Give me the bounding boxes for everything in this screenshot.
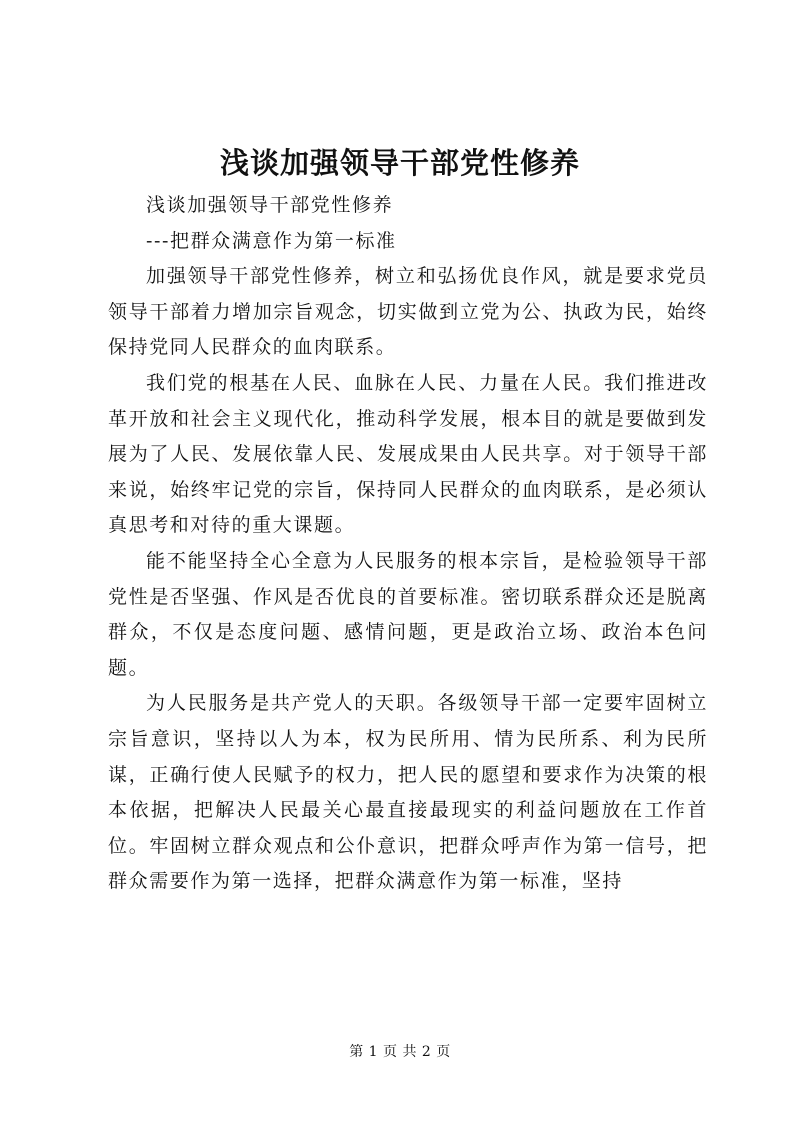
paragraph-4: 为人民服务是共产党人的天职。各级领导干部一定要牢固树立宗旨意识，坚持以人为本，权为民所用、情为民所系、利为民所谋，正确行使人民赋予的权力，把人民的愿望和要求作为决策的根本依据，把解决人民最关心最直接最现实的利益问题放在工作首位。牢固树立群众观点和公仆意识，把群众呼声作为第一信号，把群众需要作为第一选择，把群众满意作为第一标准，坚持 [108,692,708,893]
document-body [108,188,708,900]
page-title: 浅谈加强领导干部党性修养 [219,146,580,180]
tagline: ---把群众满意作为第一标准 [146,229,397,252]
paragraph-1: 加强领导干部党性修养，树立和弘扬优良作风，就是要求党员领导干部着力增加宗旨观念，切实做到立党为公、执政为民，始终保持党同人民群众的血肉联系。 [108,265,708,359]
paragraph-3: 能不能坚持全心全意为人民服务的根本宗旨，是检验领导干部党性是否坚强、作风是否优良的首要标准。密切联系群众还是脱离群众，不仅是态度问题、感情问题，更是政治立场、政治本色问题。 [108,549,708,679]
subtitle: 浅谈加强领导干部党性修养 [146,194,394,216]
page-footer: 第 1 页 共 2 页 [349,1044,451,1060]
paragraph-2: 我们党的根基在人民、血脉在人民、力量在人民。我们推进改革开放和社会主义现代化，推动科学发展，根本目的就是要做到发展为了人民、发展依靠人民、发展成果由人民共享。对于领导干部来说，始终牢记党的宗旨，保持同人民群众的血肉联系，是必须认真思考和对待的重大课题。 [108,371,708,537]
